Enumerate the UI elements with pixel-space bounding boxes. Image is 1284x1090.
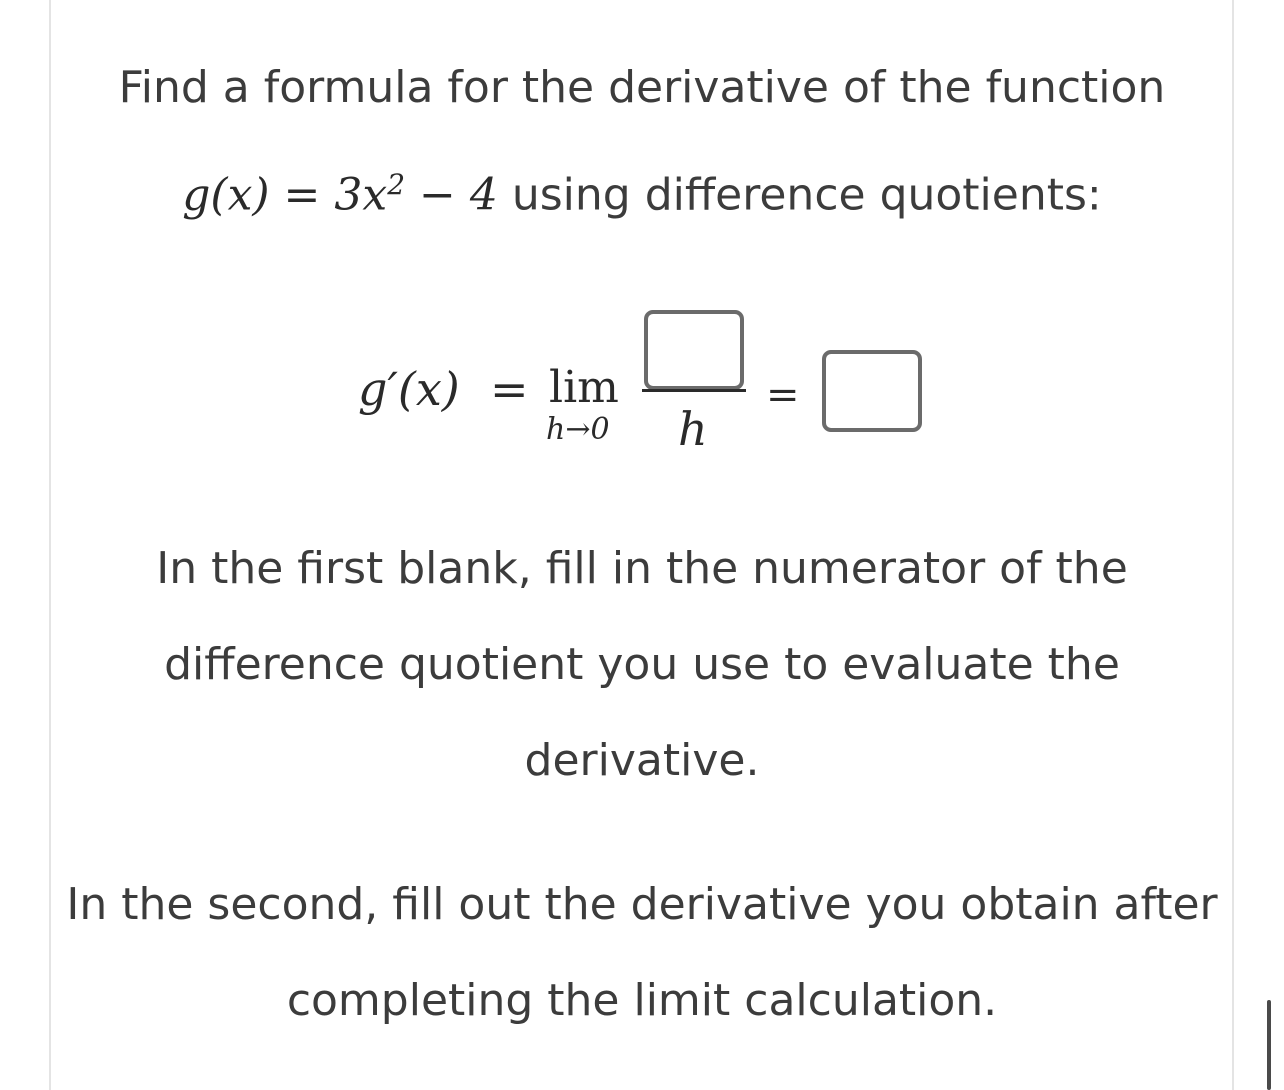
problem-function-line bbox=[0, 157, 1284, 224]
function-exponent: 2 bbox=[387, 168, 406, 201]
denominator: h bbox=[678, 402, 708, 456]
instruction-line-4: In the second, fill out the derivative you obtain after bbox=[66, 879, 1218, 930]
limit-subscript: h→0 bbox=[546, 412, 610, 447]
fraction-bar bbox=[642, 389, 746, 392]
difference-quotient-equation bbox=[0, 300, 1284, 456]
equation-equals: = bbox=[490, 362, 529, 416]
function-equals: = bbox=[269, 169, 335, 221]
problem-intro: Find a formula for the derivative of the function bbox=[118, 62, 1166, 113]
equation-equals-2: = bbox=[766, 372, 800, 418]
function-coef: 3x bbox=[334, 169, 388, 221]
instruction-line-2: difference quotient you use to evaluate the bbox=[164, 639, 1120, 690]
function-suffix: using difference quotients: bbox=[497, 169, 1102, 221]
numerator-blank[interactable] bbox=[644, 310, 744, 390]
derivative-lhs: g′(x) bbox=[358, 362, 460, 416]
instruction-line-1: In the first blank, fill in the numerator of the bbox=[156, 543, 1128, 594]
limit-word: lim bbox=[549, 362, 619, 413]
instruction-line-3: derivative. bbox=[524, 735, 760, 786]
function-tail: − 4 bbox=[405, 169, 498, 221]
instruction-line-5: completing the limit calculation. bbox=[286, 975, 998, 1026]
derivative-blank[interactable] bbox=[822, 350, 922, 432]
function-lhs: g(x) bbox=[182, 169, 270, 221]
